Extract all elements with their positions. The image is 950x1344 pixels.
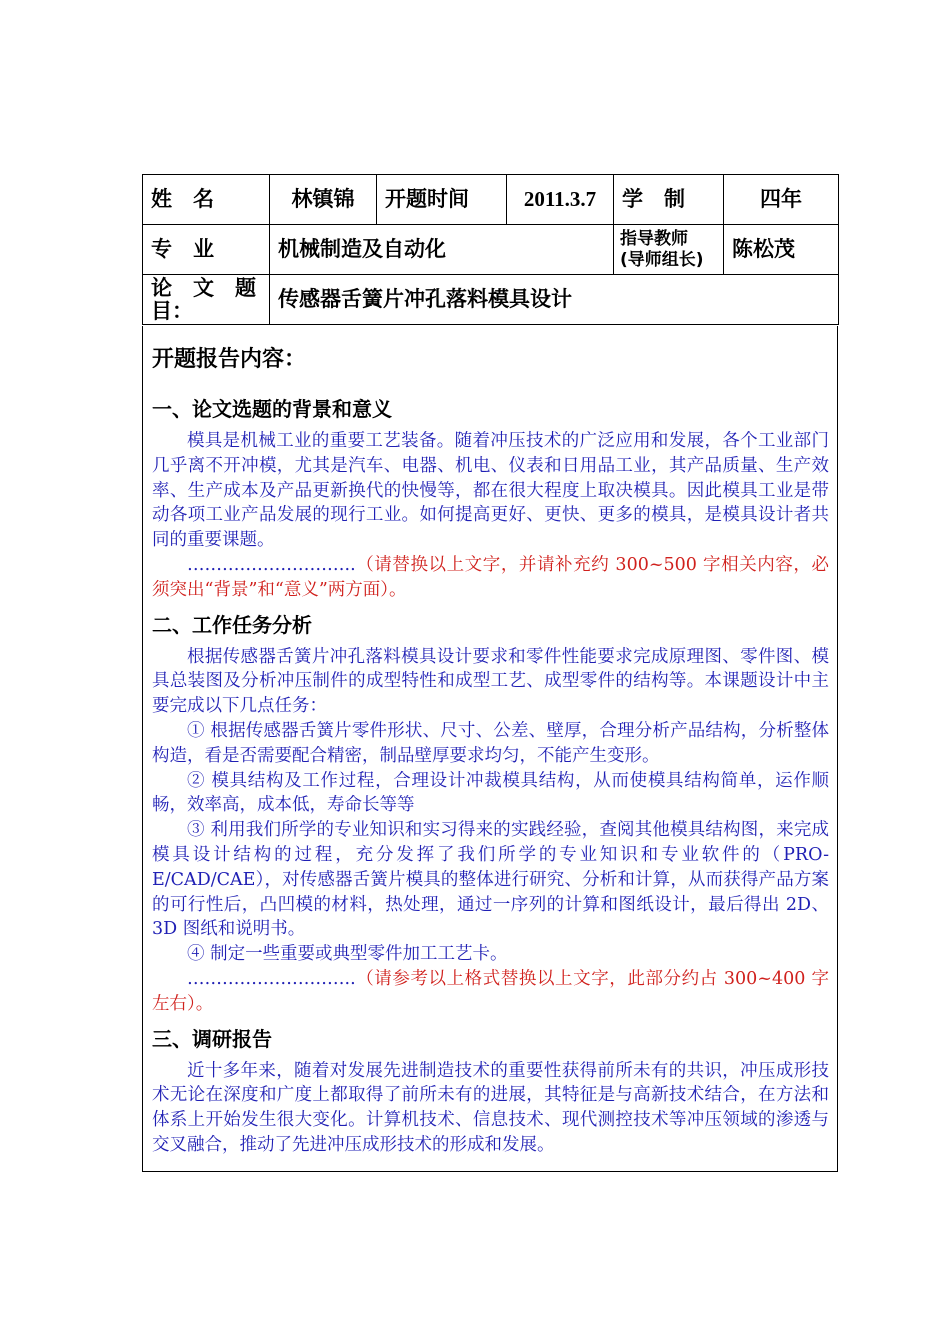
thesis-value: 传感器舌簧片冲孔落料模具设计 — [270, 275, 839, 325]
advisor-label-line1: 指导教师 — [620, 229, 688, 250]
section-2-paragraph: 根据传感器舌簧片冲孔落料模具设计要求和零件性能要求完成原理图、零件图、模具总装图及分析冲压制件的成型特性和成型工艺、成型零件的结构等。本课题设计中主要完成以下几点任务： — [152, 646, 829, 717]
section-3-paragraph: 近十多年来，随着对发展先进制造技术的重要性获得前所未有的共识，冲压成形技术无论在深度和广度上都取得了前所未有的进展，其特征是与高新技术结合，在方法和体系上开始发生很大变化。计算机技术、信息技术、现代测控技术等冲压领域的渗透与交叉融合，推动了先进冲压成形技术的形成和发展。 — [152, 1060, 829, 1155]
time-label: 开题时间 — [377, 175, 507, 225]
row-major — [143, 225, 839, 275]
section-2-dots: ……………………….. — [187, 968, 356, 989]
info-table — [142, 174, 839, 325]
report-title: 开题报告内容： — [152, 347, 307, 372]
section-1-note-text: （请替换以上文字，并请补充约 300~500 字相关内容，必须突出“背景”和“意义”两方面）。 — [152, 554, 829, 600]
advisor-value: 陈松茂 — [724, 225, 839, 275]
xuezhi-value: 四年 — [724, 175, 839, 225]
section-2-item-3: ③ 利用我们所学的专业知识和实习得来的实践经验，查阅其他模具结构图，来完成模具设计结构的过程，充分发挥了我们所学的专业知识和专业软件的（PRO-E/CAD/CAE），对传感器舌簧片模具的整体进行研究、分析和计算，从而获得产品方案的可行性后，凸凹模的材料，热处理，通过一序列的计算和图纸设计，最后得出 2D、3D 图纸和说明书。 — [152, 820, 829, 940]
section-2-item-2: ② 模具结构及工作过程，合理设计冲裁模具结构，从而使模具结构简单，运作顺畅，效率高，成本低，寿命长等等 — [152, 770, 829, 816]
report-content-box — [142, 326, 838, 1172]
name-value: 林镇锦 — [270, 175, 377, 225]
section-1-dots: ……………………….. — [187, 554, 356, 575]
name-label: 姓 名 — [143, 175, 270, 225]
row-thesis — [143, 275, 839, 325]
section-2-item-4: ④ 制定一些重要或典型零件加工工艺卡。 — [187, 944, 508, 965]
section-2-note-text: （请参考以上格式替换以上文字，此部分约占 300~400 字左右）。 — [152, 968, 829, 1014]
major-value: 机械制造及自动化 — [270, 225, 614, 275]
section-1-paragraph: 模具是机械工业的重要工艺装备。随着冲压技术的广泛应用和发展，各个工业部门几乎离不开冲模，尤其是汽车、电器、机电、仪表和日用品工业，其产品质量、生产效率、生产成本及产品更新换代的快慢等，都在很大程度上取决模具。因此模具工业是带动各项工业产品发展的现行工业。如何提高更好、更快、更多的模具，是模具设计者共同的重要课题。 — [152, 431, 829, 551]
advisor-label — [614, 225, 724, 275]
section-2-item-1: ① 根据传感器舌簧片零件形状、尺寸、公差、壁厚，合理分析产品结构，分析整体构造，看是否需要配合精密，制品壁厚要求均匀，不能产生变形。 — [152, 720, 829, 766]
thesis-label: 论 文 题目： — [143, 275, 270, 325]
row-name — [143, 175, 839, 225]
section-1-note — [152, 553, 829, 603]
xuezhi-label: 学 制 — [614, 175, 724, 225]
section-1-heading: 一、论文选题的背景和意义 — [152, 397, 392, 421]
section-2-note — [152, 967, 829, 1017]
major-label: 专 业 — [143, 225, 270, 275]
section-2-heading: 二、工作任务分析 — [152, 612, 312, 637]
section-3-heading: 三、调研报告 — [152, 1026, 272, 1051]
time-value: 2011.3.7 — [507, 175, 614, 225]
advisor-label-line2: (导师组长) — [620, 249, 704, 270]
